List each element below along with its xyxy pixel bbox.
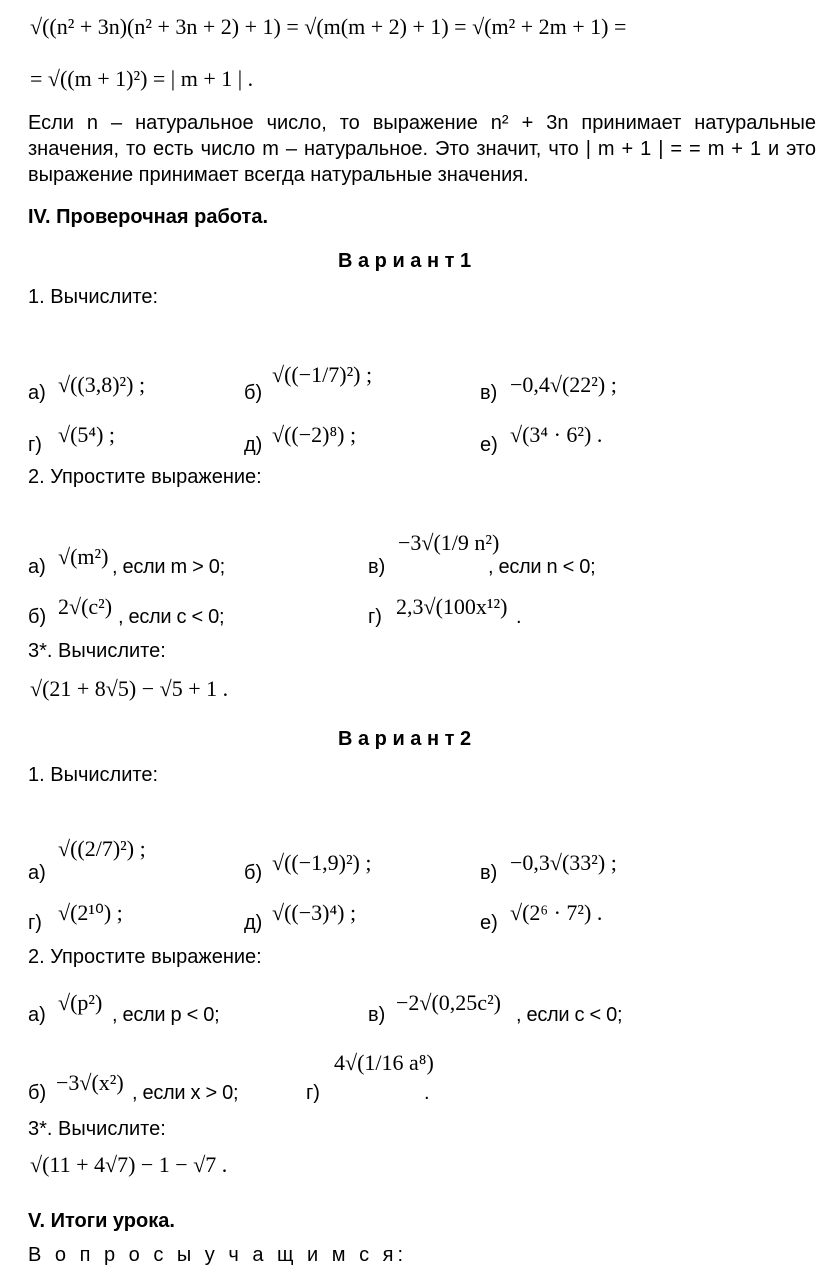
variant1-task3: 3*. Вычислите: (28, 640, 166, 662)
v1-t2-expr-b: 2√(c²) (58, 594, 113, 619)
v2-t2-label-b: б) (28, 1082, 47, 1104)
v2-t1-expr-b: √((−1,9)²) ; (272, 850, 372, 875)
intro-equation-line1: √((n² + 3n)(n² + 3n + 2) + 1) = √(m(m + 2) + 1) = √(m² + 2m + 1) = (30, 14, 627, 39)
v1-t1-expr-a: √((3,8)²) ; (58, 372, 146, 397)
v2-t1-label-e: д) (244, 912, 263, 934)
intro-paragraph: Если n – натуральное число, то выражение n² + 3n принимает натуральные значения, то есть число m – натуральное. Это значит, что | m + 1 | = = m + 1 и это выражение принимает всегда натуральные значения. (28, 112, 816, 186)
variant1-title: В а р и а н т 1 (338, 250, 472, 272)
v1-t2-cond-c: , если n < 0; (488, 556, 596, 578)
v2-t1-expr-a: √((2/7)²) ; (58, 836, 146, 861)
v2-t1-expr-c: −0,3√(33²) ; (510, 850, 617, 875)
v1-t1-expr-c: −0,4√(22²) ; (510, 372, 617, 397)
section-v-heading: V. Итоги урока. (28, 1210, 175, 1232)
v1-t1-label-b: б) (244, 382, 263, 404)
v1-t1-expr-f: √(3⁴ · 6²) . (510, 422, 603, 447)
v1-t1-label-a: а) (28, 382, 46, 404)
v1-t2-expr-c: −3√(1/9 n²) (398, 530, 500, 555)
v1-t2-label-c: в) (368, 556, 386, 578)
variant2-task3: 3*. Вычислите: (28, 1118, 166, 1140)
v2-t1-label-a: а) (28, 862, 46, 884)
v1-t1-expr-b: √((−1/7)²) ; (272, 362, 373, 387)
v1-t1-label-c: в) (480, 382, 498, 404)
v1-t2-expr-d: 2,3√(100x¹²) (396, 594, 508, 619)
v2-t1-label-f: е) (480, 912, 498, 934)
v2-t2-expr-a: √(p²) (58, 990, 103, 1015)
v1-t2-label-b: б) (28, 606, 47, 628)
v2-t2-expr-b: −3√(x²) (56, 1070, 124, 1095)
v1-t2-label-a: а) (28, 556, 46, 578)
variant1-task1: 1. Вычислите: (28, 286, 158, 308)
v1-t2-expr-a: √(m²) (58, 544, 109, 569)
section-iv-heading: IV. Проверочная работа. (28, 206, 268, 228)
v2-t2-label-d: г) (306, 1082, 320, 1104)
v2-t1-expr-e: √((−3)⁴) ; (272, 900, 357, 925)
v1-t2-cond-b: , если c < 0; (118, 606, 225, 628)
variant2-title: В а р и а н т 2 (338, 728, 472, 750)
v2-t2-label-a: а) (28, 1004, 46, 1026)
v2-t1-expr-f: √(2⁶ · 7²) . (510, 900, 603, 925)
v2-t1-label-c: в) (480, 862, 498, 884)
intro-equation-line2: = √((m + 1)²) = | m + 1 | . (30, 66, 254, 91)
v2-t1-label-b: б) (244, 862, 263, 884)
variant2-task2: 2. Упростите выражение: (28, 946, 262, 968)
v2-t2-cond-d: . (424, 1082, 430, 1104)
v2-t2-cond-c: , если c < 0; (516, 1004, 623, 1026)
v2-t2-cond-a: , если p < 0; (112, 1004, 220, 1026)
v2-t2-cond-b: , если x > 0; (132, 1082, 239, 1104)
v1-t1-label-f: е) (480, 434, 498, 456)
v2-t1-label-d: г) (28, 912, 42, 934)
v2-t1-expr-d: √(2¹⁰) ; (58, 900, 123, 925)
v1-t2-cond-a: , если m > 0; (112, 556, 225, 578)
v2-t2-expr-d: 4√(1/16 a⁸) (334, 1050, 434, 1075)
v1-t1-label-e: д) (244, 434, 263, 456)
v1-t2-cond-d: . (516, 606, 522, 628)
v2-t2-expr-c: −2√(0,25c²) (396, 990, 501, 1015)
v2-t2-label-c: в) (368, 1004, 386, 1026)
questions-heading: В о п р о с ы у ч а щ и м с я: (28, 1244, 408, 1266)
v1-t1-expr-e: √((−2)⁸) ; (272, 422, 357, 447)
v1-t1-label-d: г) (28, 434, 42, 456)
v1-t3-expr: √(21 + 8√5) − √5 + 1 . (30, 676, 229, 701)
variant2-task1: 1. Вычислите: (28, 764, 158, 786)
v2-t3-expr: √(11 + 4√7) − 1 − √7 . (30, 1152, 228, 1177)
v1-t1-expr-d: √(5⁴) ; (58, 422, 116, 447)
variant1-task2: 2. Упростите выражение: (28, 466, 262, 488)
v1-t2-label-d: г) (368, 606, 382, 628)
